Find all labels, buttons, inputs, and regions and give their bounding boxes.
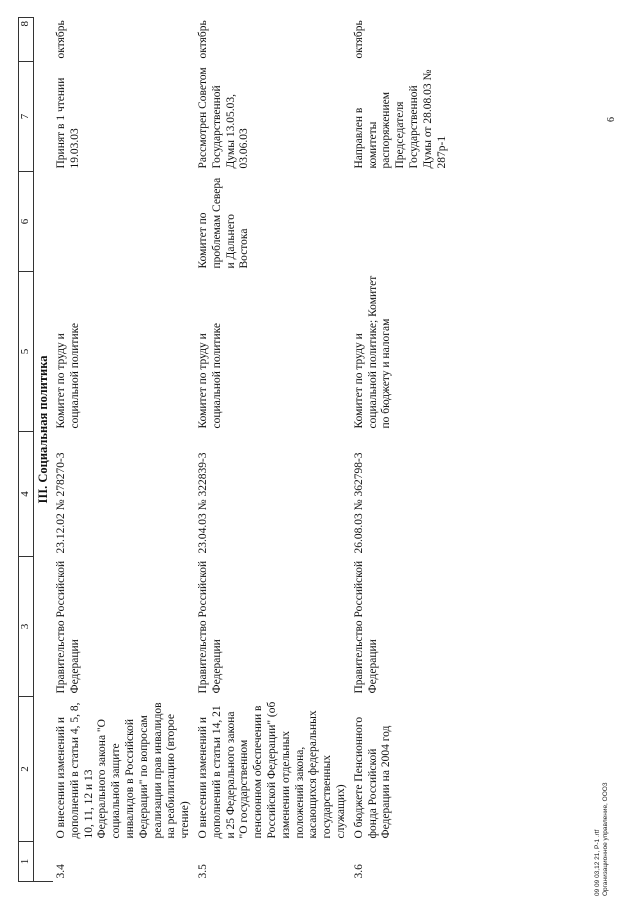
rotated-table-container: [18, 18, 636, 882]
bill-title: О внесении изменений и дополнений в статьи 14, 21 и 25 Федерального закона "О государственном пенсионном обеспечении в Российской Федерации" (об изменении отдельных положений закона, касающихся федеральных государственных служащих): [196, 701, 347, 839]
column-number-2: 2: [19, 697, 34, 842]
section-title: III. Социальная политика: [36, 355, 50, 504]
table-row: [53, 18, 195, 882]
status: Рассмотрен Советом Государственной Думы 13.05.03, 03.06.03: [196, 67, 251, 169]
column-number-5: 5: [19, 272, 34, 432]
column-number-3: 3: [19, 557, 34, 697]
initiator: Правительство Российской Федерации: [196, 560, 223, 694]
row-number: 3.4: [55, 864, 67, 879]
registration-date-number: 23.12.02 № 278270-3: [55, 452, 67, 554]
co-committee: [53, 172, 195, 272]
row-number: 3.5: [196, 864, 209, 879]
status: Направлен в комитеты распоряжением Председателя Государственной Думы от 28.08.03 № 287р-1: [352, 69, 448, 169]
status: Принят в 1 чтении 19.03.03: [55, 77, 81, 169]
planned-month: октябрь: [352, 20, 365, 59]
registration-date-number: 23.04.03 № 322839-3: [196, 452, 209, 554]
registration-date-number: 26.08.03 № 362798-3: [352, 452, 365, 554]
table-row: [195, 18, 351, 882]
planned-month: октябрь: [55, 20, 67, 59]
page-footer: [594, 576, 611, 896]
column-number-1: 1: [19, 842, 34, 882]
column-number-row: [19, 18, 34, 882]
co-committee: [351, 172, 452, 272]
bill-title: О внесении изменений и дополнений в статьи 4, 5, 8, 10, 11, 12 и 13 Федерального закона "О социальной защите инвалидов в Российской Федерации" по вопросам реализации прав инвалидов на реабилитацию (второе чтение): [55, 702, 192, 839]
footer-file-line: 09 09 03,12 21, Р-1 .rtf: [594, 829, 601, 896]
table-row: [351, 18, 452, 882]
column-number-7: 7: [19, 62, 34, 172]
page-number: 6: [606, 117, 617, 122]
footer-department-line: Организационное управление, ООО3: [602, 782, 610, 896]
section-row: [34, 18, 54, 882]
responsible-committee: Комитет по труду и социальной политике: [55, 322, 81, 429]
co-committee: Комитет по проблемам Севера и Дальнего Востока: [196, 177, 251, 269]
row-number: 3.6: [352, 864, 365, 879]
initiator: Правительство Российской Федерации: [352, 560, 379, 694]
column-number-6: 6: [19, 172, 34, 272]
bill-title: О бюджете Пенсионного фонда Российской Федерации на 2004 год: [352, 716, 393, 839]
column-number-4: 4: [19, 432, 34, 557]
responsible-committee: Комитет по труду и социальной политике; Комитет по бюджету и налогам: [352, 275, 393, 429]
legislation-table: [18, 17, 451, 882]
responsible-committee: Комитет по труду и социальной политике: [196, 322, 223, 429]
column-number-8: 8: [19, 18, 34, 62]
planned-month: октябрь: [196, 20, 209, 59]
initiator: Правительство Российской Федерации: [55, 560, 81, 694]
